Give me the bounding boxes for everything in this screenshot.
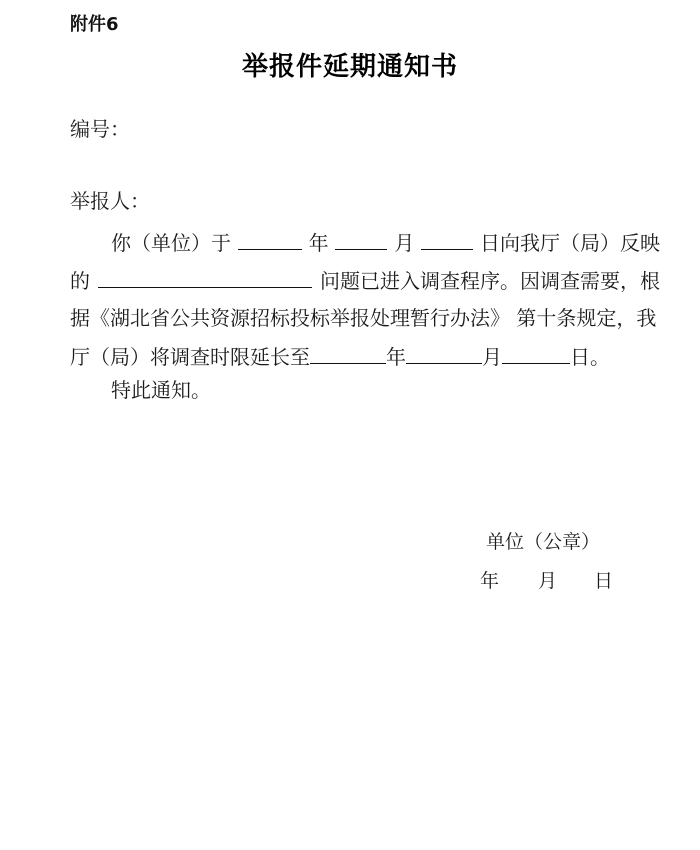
blank-report-year [238, 223, 302, 250]
line2-start: 的 [70, 269, 90, 293]
line1-month-unit: 月 [394, 231, 415, 255]
body-line-1 [70, 223, 660, 261]
signature-year: 年 [480, 570, 500, 592]
document-title: 举报件延期通知书 [241, 52, 458, 82]
body-line-4 [70, 337, 660, 375]
blank-report-month [335, 223, 387, 250]
line4-month-unit: 月 [482, 345, 502, 369]
blank-extended-month [406, 337, 482, 364]
attachment-label: 附件6 [70, 14, 119, 35]
line4-start: 厅（局）将调查时限延长至 [70, 345, 310, 369]
informant-label: 举报人： [70, 189, 150, 213]
notice-body [70, 223, 660, 375]
closing-statement: 特此通知。 [111, 378, 211, 402]
blank-issue-description [98, 261, 312, 288]
signature-month: 月 [538, 570, 558, 592]
serial-number-label: 编号： [70, 117, 130, 141]
line2-rest: 问题已进入调查程序。因调查需要，根 [320, 269, 660, 293]
line3-text: 据《湖北省公共资源招标投标举报处理暂行办法》 第十条规定，我 [70, 306, 657, 330]
unit-seal-label: 单位（公章） [486, 531, 601, 553]
line1-start: 你（单位）于 [111, 231, 231, 255]
blank-extended-year [310, 337, 386, 364]
body-line-3 [70, 299, 660, 337]
blank-report-day [421, 223, 473, 250]
blank-extended-day [502, 337, 570, 364]
signature-date [480, 566, 613, 593]
signature-day: 日 [594, 570, 614, 592]
line1-year-unit: 年 [308, 231, 329, 255]
body-line-2 [70, 261, 660, 299]
line1-day-rest: 日向我厅（局）反映 [479, 231, 660, 255]
line4-day-unit: 日。 [570, 345, 610, 369]
line4-year-unit: 年 [386, 345, 406, 369]
